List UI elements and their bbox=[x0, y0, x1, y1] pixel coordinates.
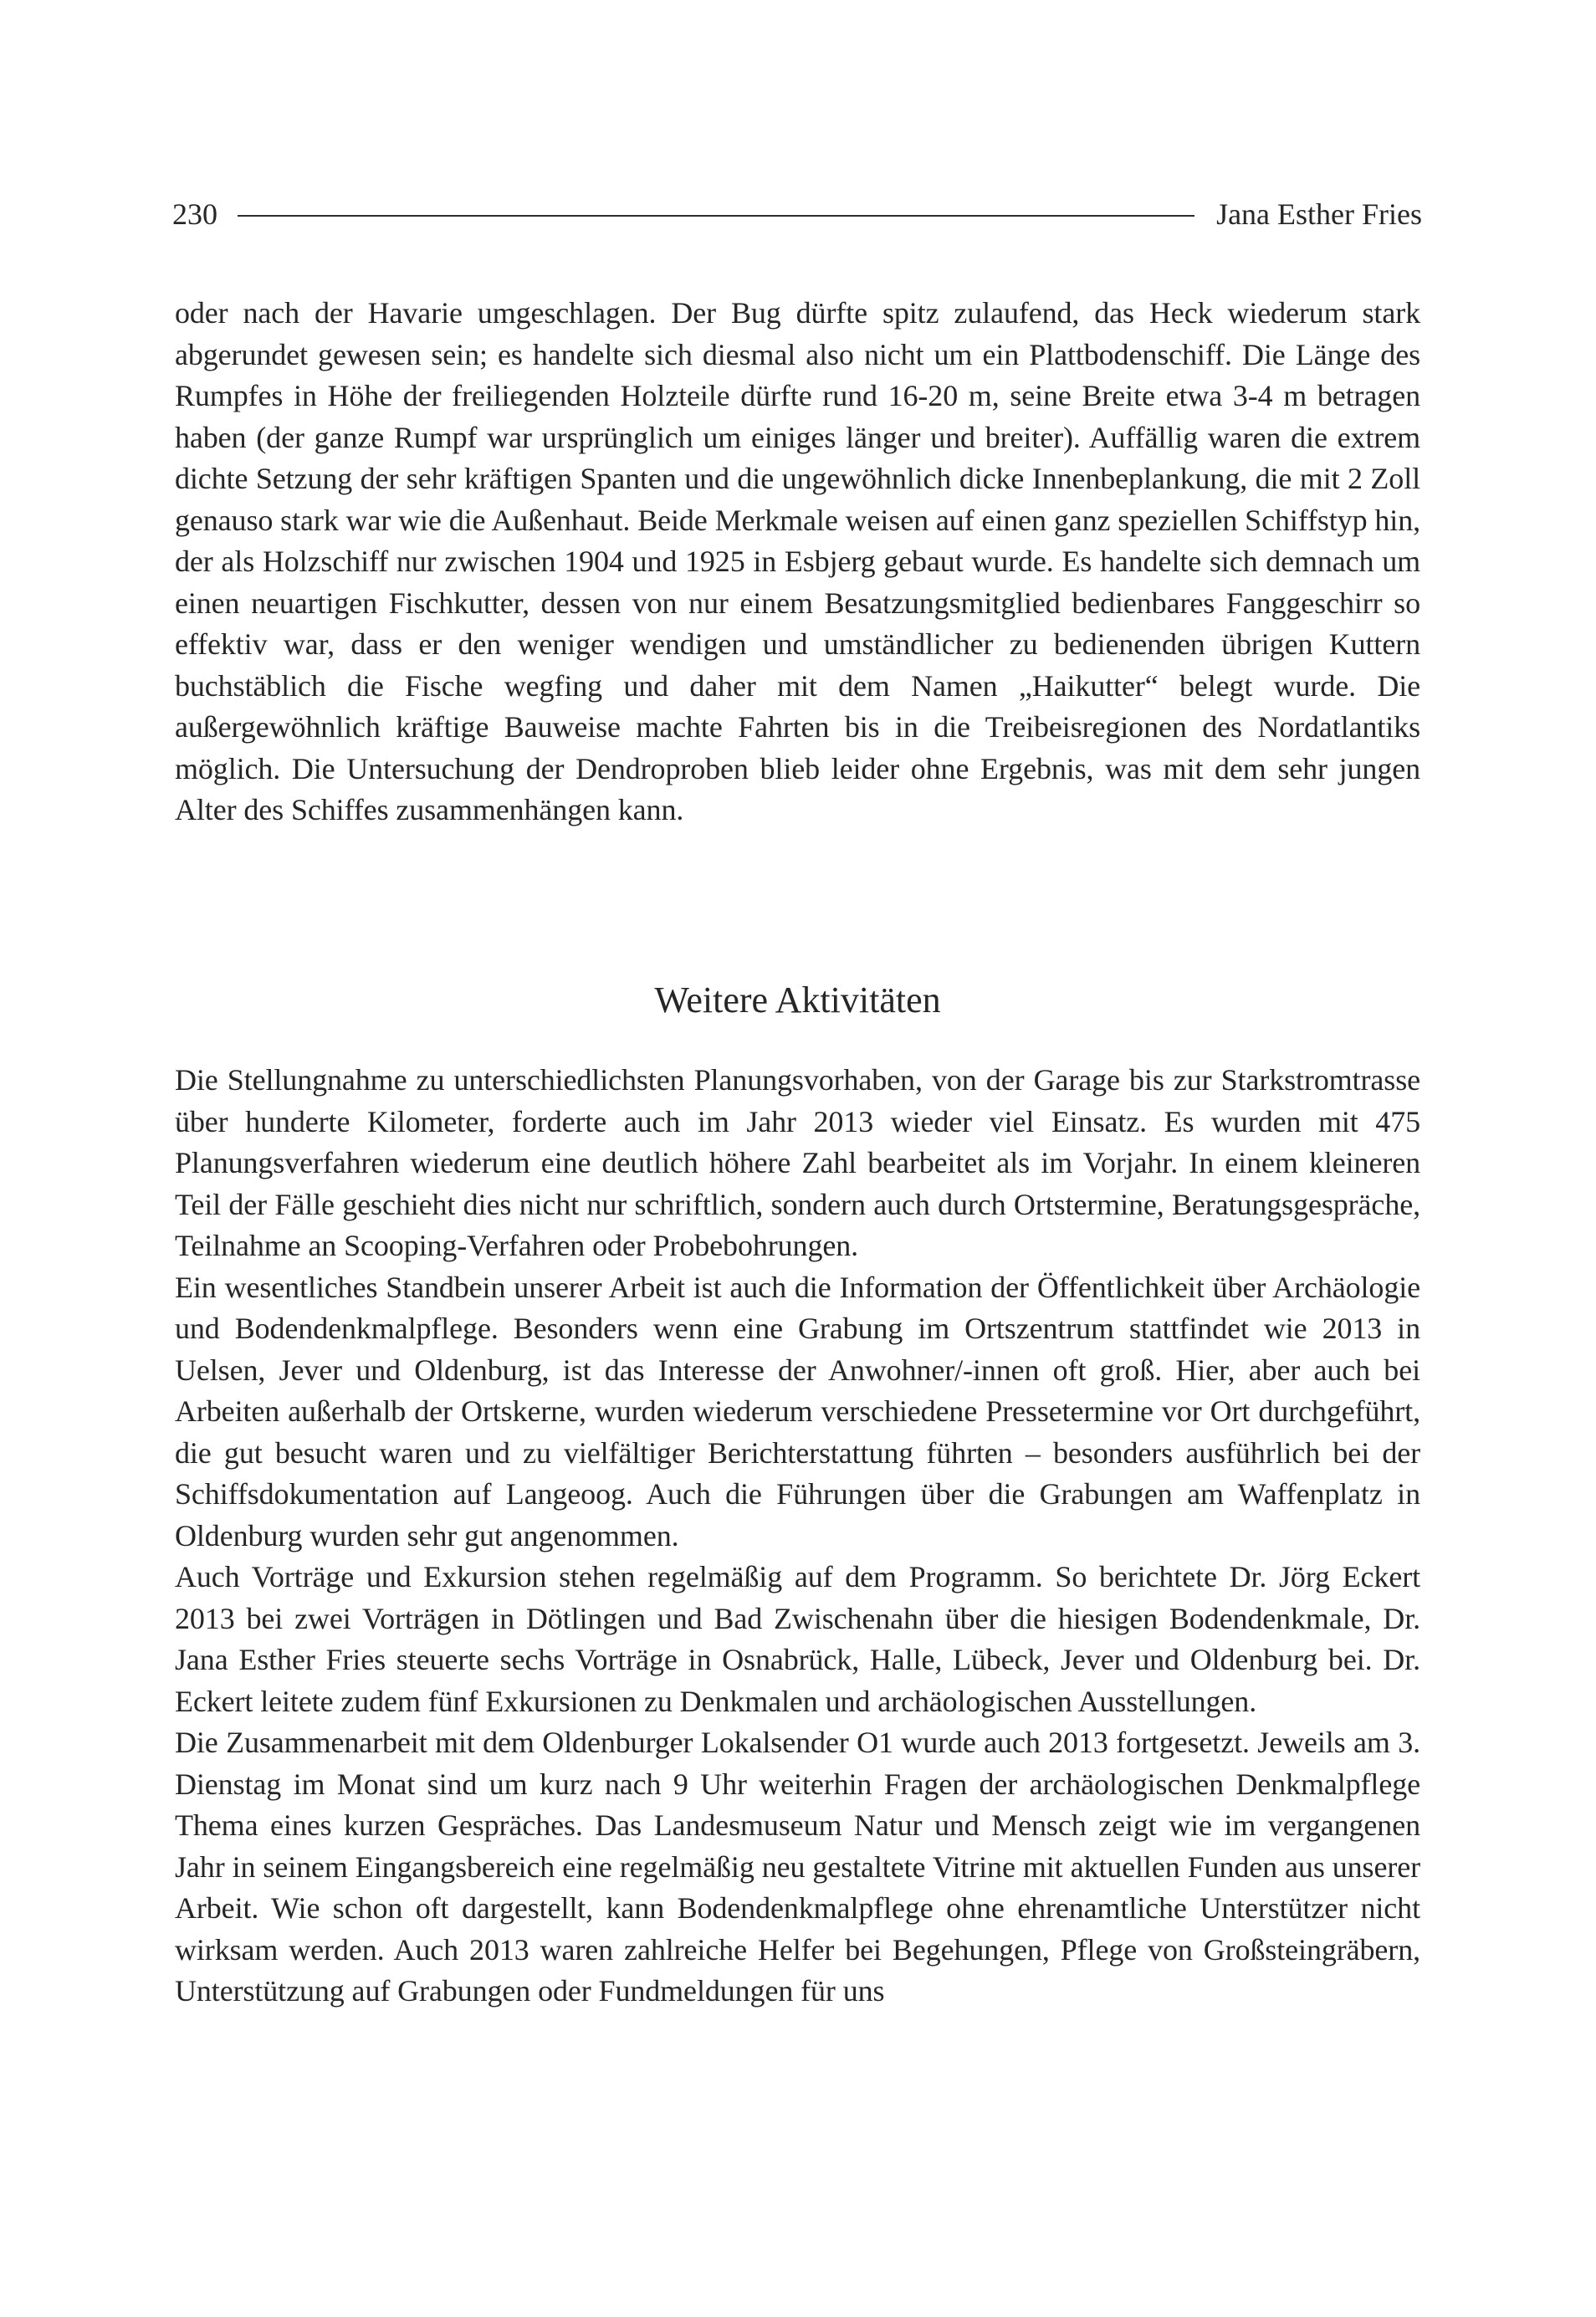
continuation-paragraph: oder nach der Havarie umgeschlagen. Der Bug dürfte spitz zulaufend, das Heck wiederum stark abgerundet gewesen sein; es handelte sich diesmal also nicht um ein Plattbodenschiff. Die Länge des Rumpfes in Höhe der freiliegenden Holzteile dürfte rund 16-20 m, seine Breite etwa 3-4 m betragen haben (der ganze Rumpf war ursprünglich um einiges länger und breiter). Auffällig waren die extrem dichte Setzung der sehr kräftigen Spanten und die ungewöhnlich dicke Innenbeplankung, die mit 2 Zoll genauso stark war wie die Außenhaut. Beide Merkmale weisen auf einen ganz speziellen Schiffstyp hin, der als Holzschiff nur zwischen 1904 und 1925 in Esbjerg gebaut wurde. Es handelte sich demnach um einen neuartigen Fischkutter, dessen von nur einem Besatzungsmitglied bedienbares Fanggeschirr so effektiv war, dass er den weniger wendigen und umständlicher zu bedienenden übrigen Kuttern buchstäblich die Fische wegfing und daher mit dem Namen „Haikutter“ belegt wurde. Die außergewöhnlich kräftige Bauweise machte Fahrten bis in die Treibeisregionen des Nordatlantiks möglich. Die Untersuchung der Dendroproben blieb leider ohne Ergebnis, was mit dem sehr jungen Alter des Schiffes zusammenhängen kann. bbox=[175, 296, 1420, 826]
section-body bbox=[175, 1060, 1420, 2013]
section-heading: Weitere Aktivitäten bbox=[654, 979, 941, 1020]
paragraph-lectures-excursions: Auch Vorträge und Exkursion stehen regelmäßig auf dem Programm. So berichtete Dr. Jörg Eckert 2013 bei zwei Vorträgen in Dötlingen und Bad Zwischenahn über die hiesigen Bodendenkmale, Dr. Jana Esther Fries steuerte sechs Vorträge in Osnabrück, Halle, Lübeck, Jever und Oldenburg bei. Dr. Eckert leitete zudem fünf Exkursionen zu Denkmalen und archäologischen Ausstellungen. bbox=[175, 1560, 1420, 1718]
page-number: 230 bbox=[172, 197, 217, 231]
running-header-author: Jana Esther Fries bbox=[1216, 197, 1422, 231]
paragraph-planning: Die Stellungnahme zu unterschiedlichsten Planungsvorhaben, von der Garage bis zur Starkstromtrasse über hunderte Kilometer, forderte auch im Jahr 2013 wieder viel Einsatz. Es wurden mit 475 Planungsverfahren wiederum eine deutlich höhere Zahl bearbeitet als im Vorjahr. In einem kleineren Teil der Fälle geschieht dies nicht nur schriftlich, sondern auch durch Ortstermine, Beratungsgespräche, Teilnahme an Scooping-Verfahren oder Probebohrungen. bbox=[175, 1063, 1420, 1262]
header-rule bbox=[238, 215, 1194, 217]
running-header bbox=[172, 189, 1422, 239]
paragraph-cooperation: Die Zusammenarbeit mit dem Oldenburger Lokalsender O1 wurde auch 2013 fortgesetzt. Jeweils am 3. Dienstag im Monat sind um kurz nach 9 Uhr weiterhin Fragen der archäologischen Denkmalpflege Thema eines kurzen Gespräches. Das Landesmuseum Natur und Mensch zeigt wie im vergangenen Jahr in seinem Eingangsbereich eine regelmäßig neu gestaltete Vitrine mit aktuellen Funden aus unserer Arbeit. Wie schon oft dargestellt, kann Bodendenkmalpflege ohne ehrenamtliche Unterstützer nicht wirksam werden. Auch 2013 waren zahlreiche Helfer bei Begehungen, Pflege von Großsteingräbern, Unterstützung auf Grabungen oder Fundmeldungen für uns bbox=[175, 1726, 1420, 2008]
paragraph-public-information: Ein wesentliches Standbein unserer Arbeit ist auch die Information der Öffentlichkeit über Archäologie und Bodendenkmalpflege. Besonders wenn eine Grabung im Ortszentrum stattfindet wie 2013 in Uelsen, Jever und Oldenburg, ist das Interesse der Anwohner/-innen oft groß. Hier, aber auch bei Arbeiten außerhalb der Ortskerne, wurden wiederum verschiedene Pressetermine vor Ort durchgeführt, die gut besucht waren und zu vielfältiger Berichterstattung führten – besonders ausführlich bei der Schiffsdokumentation auf Langeoog. Auch die Führungen über die Grabungen am Waffenplatz in Oldenburg wurden sehr gut angenommen. bbox=[175, 1270, 1420, 1552]
